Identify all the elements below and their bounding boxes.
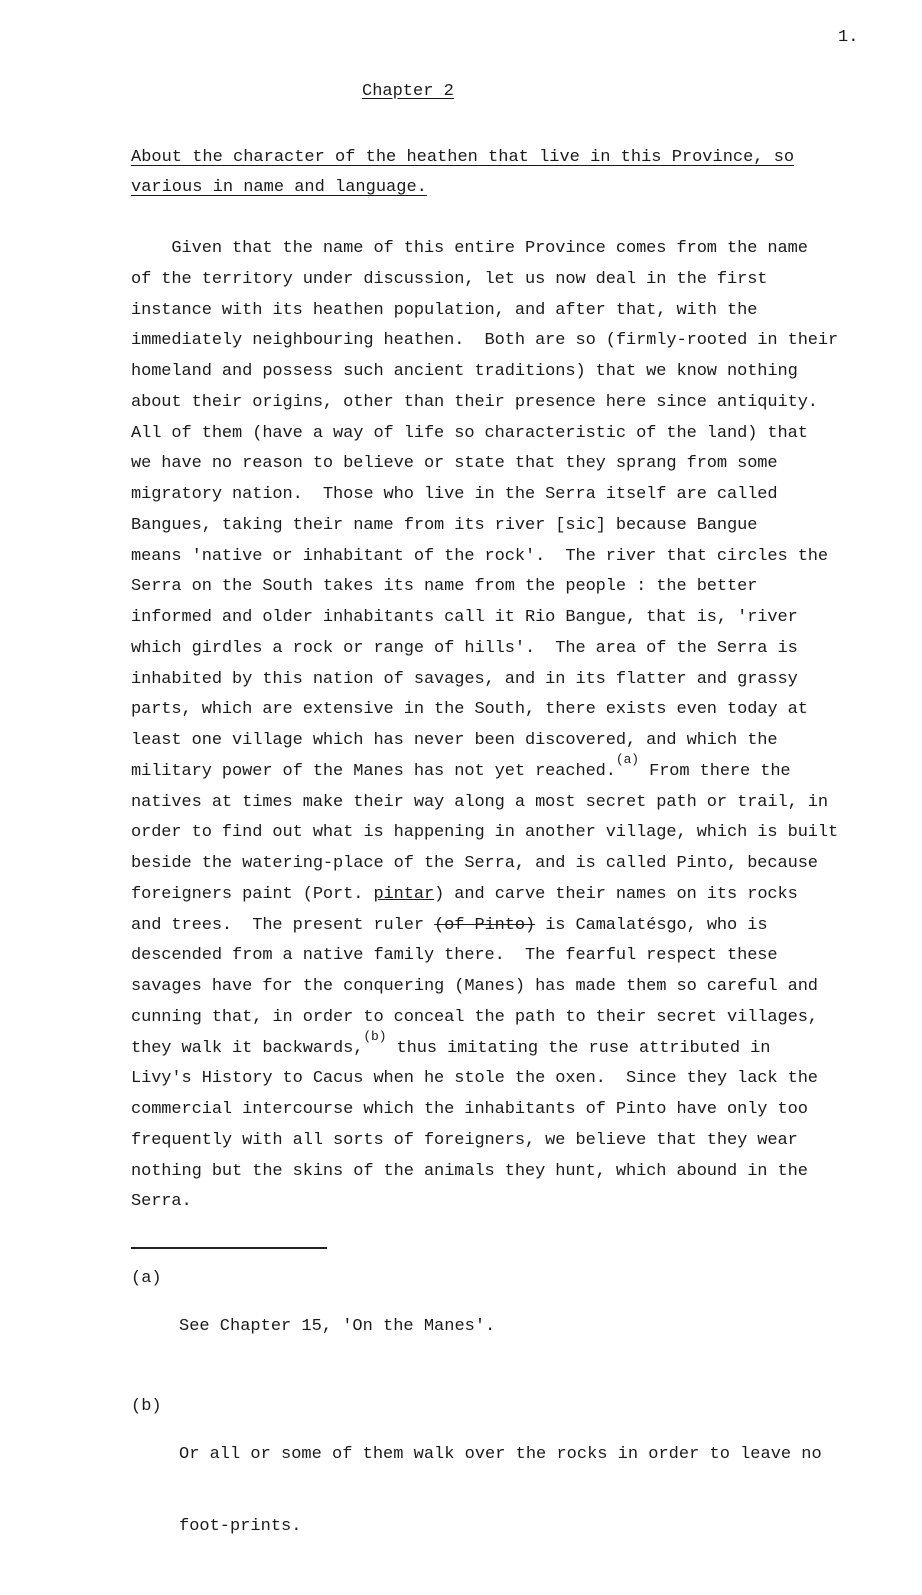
body-line: order to find out what is happening in another village, which is built: [131, 823, 839, 843]
body-line: parts, which are extensive in the South, there exists even today at: [131, 700, 808, 720]
body-line-part: is Camalatésgo, who is: [535, 915, 768, 935]
body-line-part: ) and carve their names on its rocks: [434, 884, 798, 904]
body-line: frequently with all sorts of foreigners, we believe that they wear: [131, 1130, 798, 1150]
body-line: All of them (have a way of life so characteristic of the land) that: [131, 423, 808, 443]
body-line: [131, 880, 871, 911]
footnote-divider: [131, 1247, 327, 1249]
body-line: savages have for the conquering (Manes) has made them so careful and: [131, 977, 818, 996]
body-line: Serra.: [131, 1192, 192, 1212]
body-line: inhabited by this nation of savages, and in its flatter and grassy: [131, 669, 798, 689]
pintar-word: pintar: [373, 884, 435, 904]
body-line-part: thus imitating the ruse attributed in: [386, 1038, 771, 1058]
footnote-text: [179, 1395, 871, 1587]
body-line: we have no reason to believe or state that they sprang from some: [131, 454, 778, 474]
footnote-b: [131, 1395, 871, 1587]
body-line: means 'native or inhabitant of the rock'. The river that circles the: [131, 546, 829, 566]
footnote-ref-a: (a): [615, 751, 639, 767]
page-number: 1.: [838, 28, 859, 47]
body-line: commercial intercourse which the inhabitants of Pinto have only too: [131, 1100, 808, 1119]
body-line: informed and older inhabitants call it Rio Bangue, that is, 'river: [131, 608, 798, 627]
body-line-part: because Bangue: [605, 515, 758, 535]
body-line: about their origins, other than their presence here since antiquity.: [131, 392, 818, 412]
body-line: cunning that, in order to conceal the path to their secret villages,: [131, 1007, 818, 1027]
footnote-text: [179, 1267, 871, 1387]
body-line: immediately neighbouring heathen. Both are so (firmly-rooted in their: [131, 331, 839, 351]
body-line: migratory nation. Those who live in the Serra itself are called: [131, 485, 778, 504]
sic-mark: [sic]: [555, 515, 606, 535]
body-line: descended from a native family there. The fearful respect these: [131, 946, 778, 966]
body-line: [131, 911, 871, 942]
chapter-subtitle: [131, 143, 831, 203]
footnote-line: foot-prints.: [179, 1517, 302, 1536]
footnote-label: (b): [131, 1397, 162, 1416]
body-line: [131, 1028, 871, 1065]
struck-text: (of Pinto): [434, 915, 536, 935]
footnote-a: [131, 1267, 871, 1387]
body-line: which girdles a rock or range of hills'. The area of the Serra is: [131, 638, 798, 658]
body-line-part: they walk it backwards,: [131, 1038, 364, 1058]
body-line: instance with its heathen population, and after that, with the: [131, 300, 758, 320]
footnote-line: Or all or some of them walk over the rocks in order to leave no: [179, 1445, 822, 1464]
footnote-line: See Chapter 15, 'On the Manes'.: [179, 1317, 496, 1336]
body-line-part: From there the: [639, 761, 791, 781]
body-line-part: foreigners paint (Port.: [131, 884, 374, 904]
body-line: of the territory under discussion, let us now deal in the first: [131, 269, 768, 289]
body-line: Given that the name of this entire Province comes from the name: [131, 239, 808, 258]
body-text: [131, 234, 871, 1218]
body-line: Serra on the South takes its name from the people : the better: [131, 577, 758, 597]
body-line: homeland and possess such ancient traditions) that we know nothing: [131, 362, 798, 381]
subtitle-line: various in name and language.: [131, 178, 427, 197]
body-line: natives at times make their way along a most secret path or trail, in: [131, 792, 829, 812]
body-line-part: military power of the Manes has not yet reached.: [131, 761, 616, 781]
footnotes: [131, 1267, 871, 1595]
footnote-ref-b: (b): [363, 1028, 387, 1044]
body-line: least one village which has never been discovered, and which the: [131, 731, 778, 750]
chapter-title: Chapter 2: [362, 82, 454, 101]
body-line: [131, 751, 871, 788]
body-line: beside the watering-place of the Serra, and is called Pinto, because: [131, 854, 818, 873]
body-line-part: Bangues, taking their name from its river: [131, 515, 556, 535]
body-line-part: and trees. The present ruler: [131, 915, 435, 935]
subtitle-line: About the character of the heathen that live in this Province, so: [131, 148, 795, 167]
body-line: nothing but the skins of the animals they hunt, which abound in the: [131, 1161, 808, 1181]
footnote-label: (a): [131, 1269, 162, 1288]
body-line: [131, 511, 871, 542]
body-line: Livy's History to Cacus when he stole the oxen. Since they lack the: [131, 1069, 818, 1089]
